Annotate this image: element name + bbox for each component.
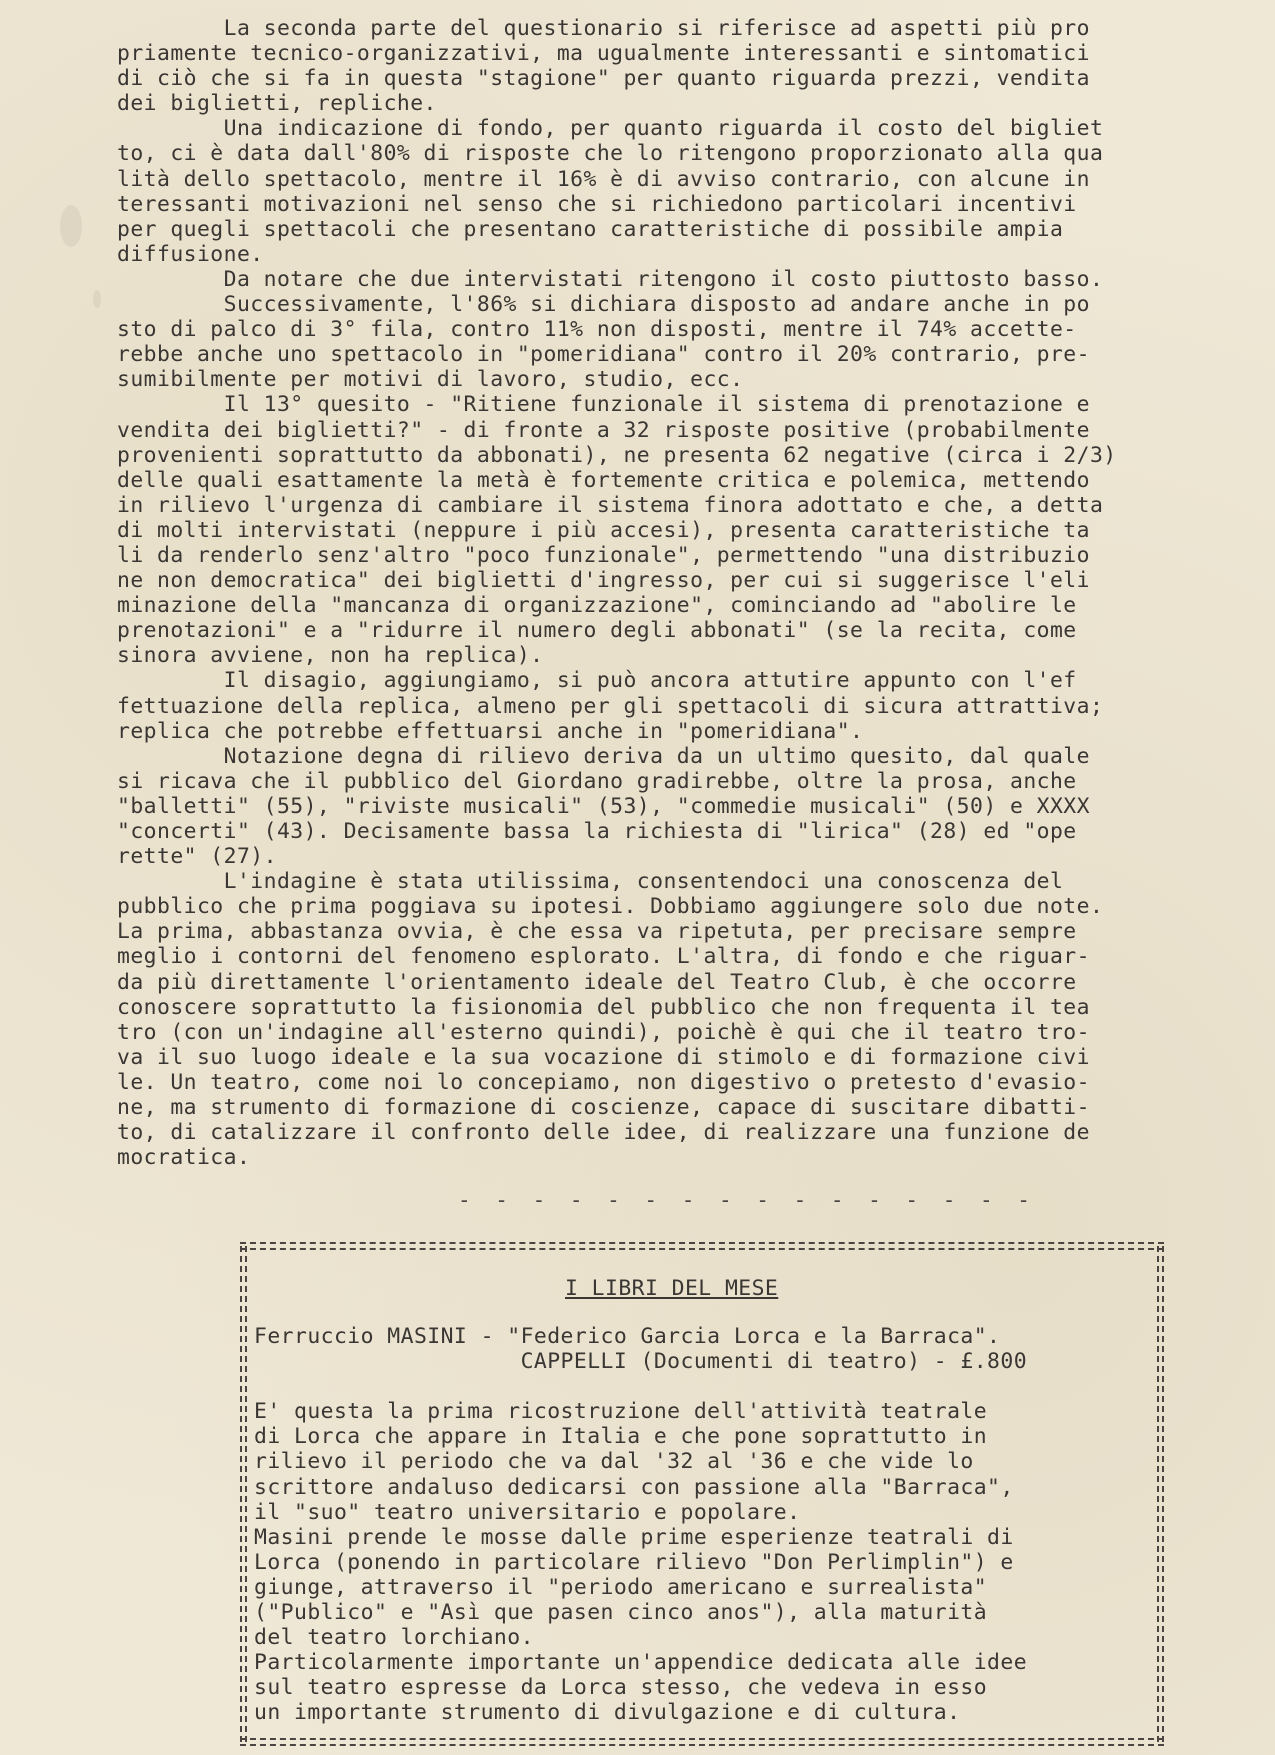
paper-smudge bbox=[60, 205, 82, 247]
box-right-border bbox=[1157, 1246, 1164, 1742]
article-body: La seconda parte del questionario si riferisce ad aspetti più pro priamente tecnico-organizzativi, ma ugualmente interessanti e sintomatici di ciò che si fa in questa "stagione" per quanto riguarda prezzi, vendita dei biglietti, repliche. Una indicazione di fondo, per quanto riguarda il costo del bigliet to, ci è data dall'80% di risposte che lo ritengono proporzionato alla qua lità dello spettacolo, mentre il 16% è di avviso contrario, con alcune in teressanti motivazioni nel senso che si richiedono particolari incentivi per quegli spettacoli che presentano caratteristiche di possibile ampia diffusione. Da notare che due intervistati ritengono il costo piuttosto basso. Successivamente, l'86% si dichiara disposto ad andare anche in po sto di palco di 3° fila, contro 11% non disposti, mentre il 74% accette- rebbe anche uno spettacolo in "pomeridiana" contro il 20% contrario, pre- sumibilmente per motivi di lavoro, studio, ecc. Il 13° quesito - "Ritiene funzionale il sistema di prenotazione e vendita dei biglietti?" - di fronte a 32 risposte positive (probabilmente provenienti soprattutto da abbonati), ne presenta 62 negative (circa i 2/3) delle quali esattamente la metà è fortemente critica e polemica, mettendo in rilievo l'urgenza di cambiare il sistema finora adottato e che, a detta di molti intervistati (neppure i più accesi), presenta caratteristiche ta li da renderlo senz'altro "poco funzionale", permettendo "una distribuzio ne non democratica" dei biglietti d'ingresso, per cui si suggerisce l'eli minazione della "mancanza di organizzazione", cominciando ad "abolire le prenotazioni" e a "ridurre il numero degli abbonati" (se la recita, come sinora avviene, non ha replica). Il disagio, aggiungiamo, si può ancora attutire appunto con l'ef fettuazione della replica, almeno per gli spettacoli di sicura attrattiva; replica che potrebbe effettuarsi anche in "pomeridiana". Notazione degna di rilievo deriva da un ultimo quesito, dal quale si ricava che il pubblico del Giordano gradirebbe, oltre la prosa, anche "balletti" (55), "riviste musicali" (53), "commedie musicali" (50) e XXXX "concerti" (43). Decisamente bassa la richiesta di "lirica" (28) ed "ope rette" (27). L'indagine è stata utilissima, consentendoci una conoscenza del pubblico che prima poggiava su ipotesi. Dobbiamo aggiungere solo due note. La prima, abbastanza ovvia, è che essa va ripetuta, per precisare sempre meglio i contorni del fenomeno esplorato. L'altra, di fondo e che riguar- da più direttamente l'orientamento ideale del Teatro Club, è che occorre conoscere soprattutto la fisionomia del pubblico che non frequenta il tea tro (con un'indagine all'esterno quindi), poichè è qui che il teatro tro- va il suo luogo ideale e la sua vocazione di stimolo e di formazione civi le. Un teatro, come noi lo concepiamo, non digestivo o pretesto d'evasio- ne, ma strumento di formazione di coscienze, capace di suscitare dibatti- to, di catalizzare il confronto delle idee, di realizzare una funzione de mocratica. bbox=[117, 16, 1117, 1171]
section-separator: - - - - - - - - - - - - - - - - bbox=[458, 1188, 1036, 1212]
paper-smudge bbox=[93, 290, 101, 308]
book-review-box bbox=[240, 1242, 1164, 1746]
book-section-heading: I LIBRI DEL MESE bbox=[565, 1276, 779, 1301]
book-review-text: Ferruccio MASINI - "Federico Garcia Lorca e la Barraca". CAPPELLI (Documenti di teatro) - £.800 E' questa la prima ricostruzione dell'attività teatrale di Lorca che appare in Italia e che pone soprattutto in rilievo il periodo che va dal '32 al '36 e che vide lo scrittore andaluso dedicarsi con passione alla "Barraca", il "suo" teatro universitario e popolare. Masini prende le mosse dalle prime esperienze teatrali di Lorca (ponendo in particolare rilievo "Don Perlimplin") e giunge, attraverso il "periodo americano e surrealista" ("Publico" e "Asì que pasen cinco anos"), alla maturità del teatro lorchiano. Particolarmente importante un'appendice dedicata alle idee sul teatro espresse da Lorca stesso, che vedeva in esso un importante strumento di divulgazione e di cultura. bbox=[254, 1324, 1028, 1726]
box-bottom-border bbox=[240, 1738, 1164, 1746]
box-left-border bbox=[240, 1246, 247, 1742]
box-top-border bbox=[240, 1242, 1164, 1250]
